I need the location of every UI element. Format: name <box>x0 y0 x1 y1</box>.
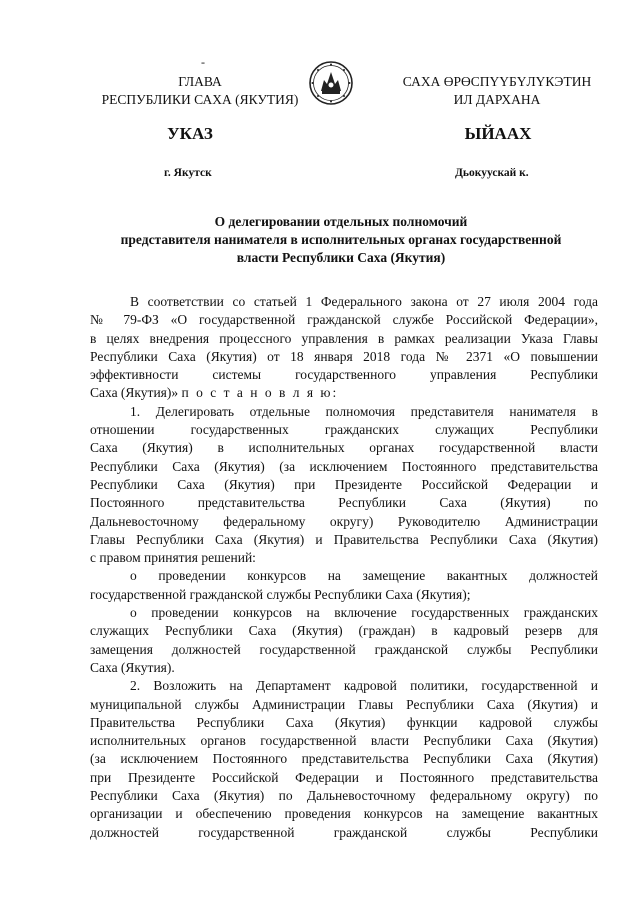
body-text: Саха (Якутия)» <box>90 385 179 401</box>
body-line: отношении государственных гражданских служащих Республики <box>90 422 598 438</box>
body-line: Республики Саха (Якутия) по Дальневосточному федеральному округу) по <box>90 788 598 804</box>
body-line: (за исключением Постоянного представительства Республики Саха (Якутия) <box>90 751 598 767</box>
title-line: О делегировании отдельных полномочий <box>214 214 468 229</box>
body-line: Республики Саха (Якутия) при Президенте Российской Федерации и <box>90 476 598 492</box>
decree-title-ru: УКАЗ <box>167 124 213 143</box>
decree-word: п о с т а н о в л я ю: <box>181 385 339 401</box>
body-line: Главы Республики Саха (Якутия) и Правительства Республики Саха (Якутия) <box>90 531 598 547</box>
body-line: муниципальной службы Администрации Главы Республики Саха (Якутия) и <box>90 696 598 712</box>
header-right-line2: ИЛ ДАРХАНА <box>453 92 541 107</box>
title-line: представителя нанимателя в исполнительных органах государственной <box>120 232 562 247</box>
body-line: в целях внедрения процессного управления в рамках реализации Указа Главы <box>90 330 598 346</box>
decree-title-sakha: ЫЙААХ <box>464 124 532 143</box>
body-line: Саха (Якутия). <box>90 659 175 675</box>
body-line: Правительства Республики Саха (Якутия) функции кадровой службы <box>90 714 598 730</box>
body-line: должностей государственной гражданской службы Республики <box>90 824 598 840</box>
place-sakha: Дьокуускай к. <box>455 167 529 179</box>
body-line: о проведении конкурсов на замещение вакантных должностей <box>130 568 598 584</box>
body-line: Постоянного представительства Республики Саха (Якутия) по <box>90 495 598 511</box>
header-left-line2: РЕСПУБЛИКИ САХА (ЯКУТИЯ) <box>101 92 299 107</box>
header-right-line1: САХА ӨРӨСПҮҮБҮЛҮКЭТИН <box>402 74 592 89</box>
header-left <box>80 73 320 109</box>
title-line: власти Республики Саха (Якутия) <box>236 250 446 265</box>
coat-of-arms-emblem <box>308 60 354 106</box>
document-title <box>90 213 592 267</box>
body-line: исполнительных органов государственной власти Республики Саха (Якутия) <box>90 733 598 749</box>
body-line: государственной гражданской службы Республики Саха (Якутия); <box>90 586 471 602</box>
body-line: Республики Саха (Якутия) от 18 января 2018 года № 2371 «О повышении <box>90 348 598 364</box>
body-line: Саха (Якутия) в исполнительных органах государственной власти <box>90 440 598 456</box>
body-line: 1. Делегировать отдельные полномочия представителя нанимателя в <box>130 403 598 419</box>
body-line: № 79-ФЗ «О государственной гражданской службе Российской Федерации», <box>90 312 598 328</box>
body-line: служащих Республики Саха (Якутия) (граждан) в кадровый резерв для <box>90 623 598 639</box>
body-line: Республики Саха (Якутия) (за исключением Постоянного представительства <box>90 458 598 474</box>
body-line: 2. Возложить на Департамент кадровой политики, государственной и <box>130 678 598 694</box>
body-line: организации и обеспечению проведения конкурсов на замещение вакантных <box>90 806 598 822</box>
header-right <box>390 73 604 109</box>
place-ru: г. Якутск <box>164 167 212 179</box>
body-line: о проведении конкурсов на включение государственных гражданских <box>130 605 598 621</box>
body-line: эффективности системы государственного управления Республики <box>90 367 598 383</box>
body-line: при Президенте Российской Федерации и Постоянного представительства <box>90 769 598 785</box>
document-body <box>90 293 598 842</box>
body-line: замещения должностей государственной гражданской службы Республики <box>90 641 598 657</box>
body-line: Дальневосточному федеральному округу) Руководителю Администрации <box>90 513 598 529</box>
body-line: В соответствии со статьей 1 Федерального закона от 27 июля 2004 года <box>130 294 598 309</box>
header-dash: - <box>201 55 205 69</box>
body-line: с правом принятия решений: <box>90 550 256 566</box>
header-left-line1: ГЛАВА <box>178 74 222 89</box>
body-line <box>90 384 598 402</box>
